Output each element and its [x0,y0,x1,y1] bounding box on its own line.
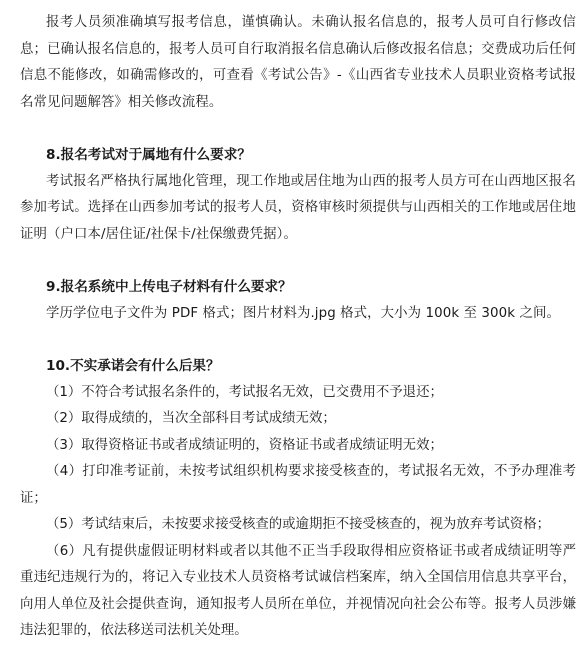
consequence-item-3: （3）取得资格证书或者成绩证明的，资格证书或者成绩证明无效； [46,437,443,453]
question-8-heading: 8.报名考试对于属地有什么要求？ [46,147,251,163]
spacer [20,327,576,353]
question-9-heading: 9.报名系统中上传电子材料有什么要求？ [46,279,292,295]
consequence-item-1: （1）不符合考试报名条件的，考试报名无效，已交费用不予退还； [46,384,443,400]
intro-paragraph: 报考人员须准确填写报考信息，谨慎确认。未确认报名信息的，报考人员可自行修改信息；已确认报名信息的，报考人员可自行取消报名信息确认后修改报名信息；交费成功后任何信息不能修改，如确需修改的，可查看《考试公告》-《山西省专业技术人员职业资格考试报名常见问题解答》相关修改流程。 [20,15,576,110]
question-10-heading: 10.不实承诺会有什么后果？ [46,358,220,374]
consequence-item-5: （5）考试结束后，未按要求接受核查的或逾期拒不接受核查的，视为放弃考试资格； [46,517,550,532]
question-9-answer: 学历学位电子文件为 PDF 格式；图片材料为.jpg 格式，大小为 100k 至 300k 之间。 [46,305,560,321]
consequence-item-2: （2）取得成绩的，当次全部科目考试成绩无效； [46,411,336,426]
spacer [20,116,576,142]
spacer [20,248,576,274]
faq-document [20,10,576,645]
question-8-answer: 考试报名严格执行属地化管理，现工作地或居住地为山西的报考人员方可在山西地区报名参加考试。选择在山西参加考试的报考人员，资格审核时须提供与山西相关的工作地或居住地证明（户口本/居住证/社保卡/社保缴费凭据）。 [20,173,576,242]
consequence-item-4: （4）打印准考证前，未按考试组织机构要求接受核查的，考试报名无效，不予办理准考证； [20,464,576,506]
consequence-item-6: （6）凡有提供虚假证明材料或者以其他不正当手段取得相应资格证书或者成绩证明等严重违纪违规行为的，将记入专业技术人员资格考试诚信档案库，纳入全国信用信息共享平台，向用人单位及社会提供查询，通知报考人员所在单位，并视情况向社会公布等。报考人员涉嫌违法犯罪的，依法移送司法机关处理。 [20,543,576,638]
